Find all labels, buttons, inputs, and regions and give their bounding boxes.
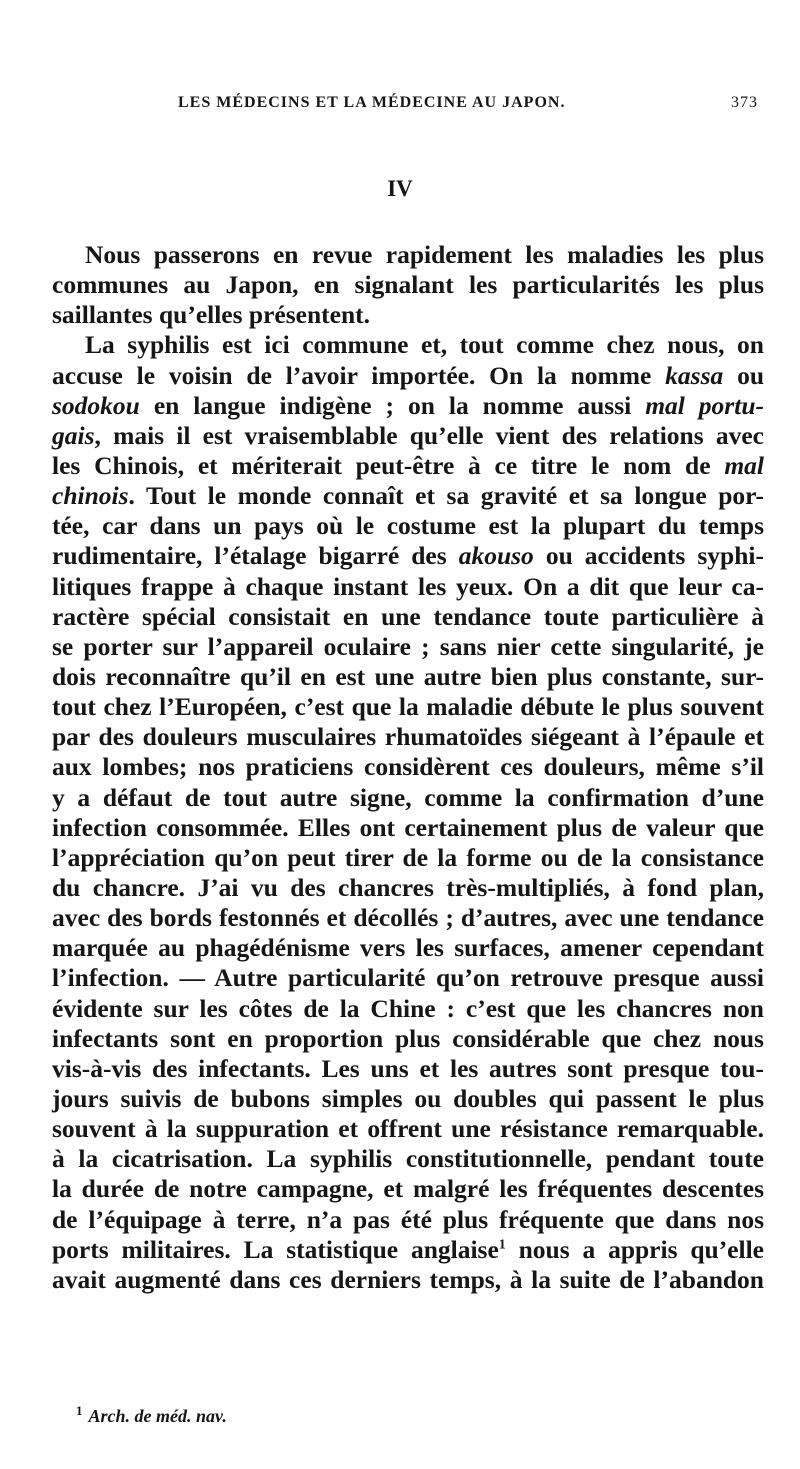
footnote-text: Arch. de méd. nav. xyxy=(88,1406,227,1426)
text-line xyxy=(52,391,764,421)
italic-term: kassa xyxy=(665,360,724,390)
text-run: ou accidents syphi- xyxy=(533,541,764,571)
footnote-reference[interactable]: 1 xyxy=(498,1237,506,1253)
text-line: dois reconnaître qu’il en est une autre bien plus constante, sur- xyxy=(52,661,764,691)
text-line: avait augmenté dans ces derniers temps, à la suite de l’abandon xyxy=(52,1264,764,1294)
text-line: la durée de notre campagne, et malgré les fréquentes descentes xyxy=(52,1174,764,1204)
footnote-marker: 1 xyxy=(76,1403,83,1418)
italic-term: chinois xyxy=(52,481,129,511)
text-line xyxy=(52,421,764,451)
text-run: . Tout le monde connaît et sa gravité et sa longue por- xyxy=(128,481,764,511)
text-run: nous a appris qu’elle xyxy=(505,1234,764,1264)
text-line: l’infection. — Autre particularité qu’on retrouve presque aussi xyxy=(52,963,764,993)
italic-term: akouso xyxy=(458,541,534,571)
text-line: de l’équipage à terre, n’a pas été plus fréquente que dans nos xyxy=(52,1204,764,1234)
text-line: y a défaut de tout autre signe, comme la confirmation d’une xyxy=(52,782,764,812)
text-line: litiques frappe à chaque instant les yeux. On a dit que leur ca- xyxy=(52,571,764,601)
text-line: communes au Japon, en signalant les particularités les plus xyxy=(52,270,764,300)
text-line: à la cicatrisation. La syphilis constitutionnelle, pendant toute xyxy=(52,1144,764,1174)
running-title: LES MÉDECINS ET LA MÉDECINE AU JAPON. xyxy=(178,94,566,111)
text-line: du chancre. J’ai vu des chancres très-multipliés, à fond plan, xyxy=(52,872,764,902)
text-line: jours suivis de bubons simples ou doubles qui passent le plus xyxy=(52,1083,764,1113)
text-line: tée, car dans un pays où le costume est la plupart du temps xyxy=(52,511,764,541)
text-run: les Chinois, et mériterait peut-être à ce titre le nom de xyxy=(52,450,725,480)
text-line: avec des bords festonnés et décollés ; d’autres, avec une tendance xyxy=(52,903,764,933)
text-run: ports militaires. La statistique anglaise xyxy=(52,1234,499,1264)
text-run: rudimentaire, l’étalage bigarré des xyxy=(52,541,459,571)
text-line: évidente sur les côtes de la Chine : c’est que les chancres non xyxy=(52,993,764,1023)
italic-term: gais xyxy=(52,420,95,450)
text-line: saillantes qu’elles présentent. xyxy=(52,300,371,330)
text-line xyxy=(52,541,764,571)
text-run: ou xyxy=(723,360,765,390)
text-line xyxy=(52,361,764,391)
footnote xyxy=(76,1403,227,1427)
text-run: , mais il est vraisemblable qu’elle vient des relations avec xyxy=(94,420,764,450)
text-run: accuse le voisin de l’avoir importée. On la nomme xyxy=(52,360,666,390)
text-line: se porter sur l’appareil oculaire ; sans nier cette singularité, je xyxy=(52,631,764,661)
text-line: tout chez l’Européen, c’est que la maladie débute le plus souvent xyxy=(52,692,764,722)
text-run: en langue indigène ; on la nomme aussi xyxy=(139,390,646,420)
text-line: marquée au phagédénisme vers les surfaces, amener cependant xyxy=(52,933,764,963)
page-number: 373 xyxy=(731,94,758,111)
text-line: Nous passerons en revue rapidement les maladies les plus xyxy=(85,240,764,269)
body-text xyxy=(52,240,764,1295)
text-line xyxy=(52,1235,764,1265)
text-line xyxy=(52,451,764,481)
text-line: infectants sont en proportion plus considérable que chez nous xyxy=(52,1023,764,1053)
text-line: La syphilis est ici commune et, tout comme chez nous, on xyxy=(85,330,764,360)
text-line xyxy=(52,481,764,511)
text-line: l’appréciation qu’on peut tirer de la forme ou de la consistance xyxy=(52,842,764,872)
italic-term: mal xyxy=(724,450,764,480)
text-line: aux lombes; nos praticiens considèrent ces douleurs, même s’il xyxy=(52,752,764,782)
text-line: vis-à-vis des infectants. Les uns et les autres sont presque tou- xyxy=(52,1053,764,1083)
text-line: ractère spécial consistait en une tendance toute particulière à xyxy=(52,601,764,631)
text-line: souvent à la suppuration et offrent une résistance remarquable. xyxy=(52,1114,764,1144)
italic-term: sodokou xyxy=(52,390,140,420)
text-line: par des douleurs musculaires rhumatoïdes siégeant à l’épaule et xyxy=(52,722,764,752)
section-heading: IV xyxy=(387,176,413,201)
text-line: infection consommée. Elles ont certainement plus de valeur que xyxy=(52,812,764,842)
italic-term: mal portu- xyxy=(645,390,764,420)
